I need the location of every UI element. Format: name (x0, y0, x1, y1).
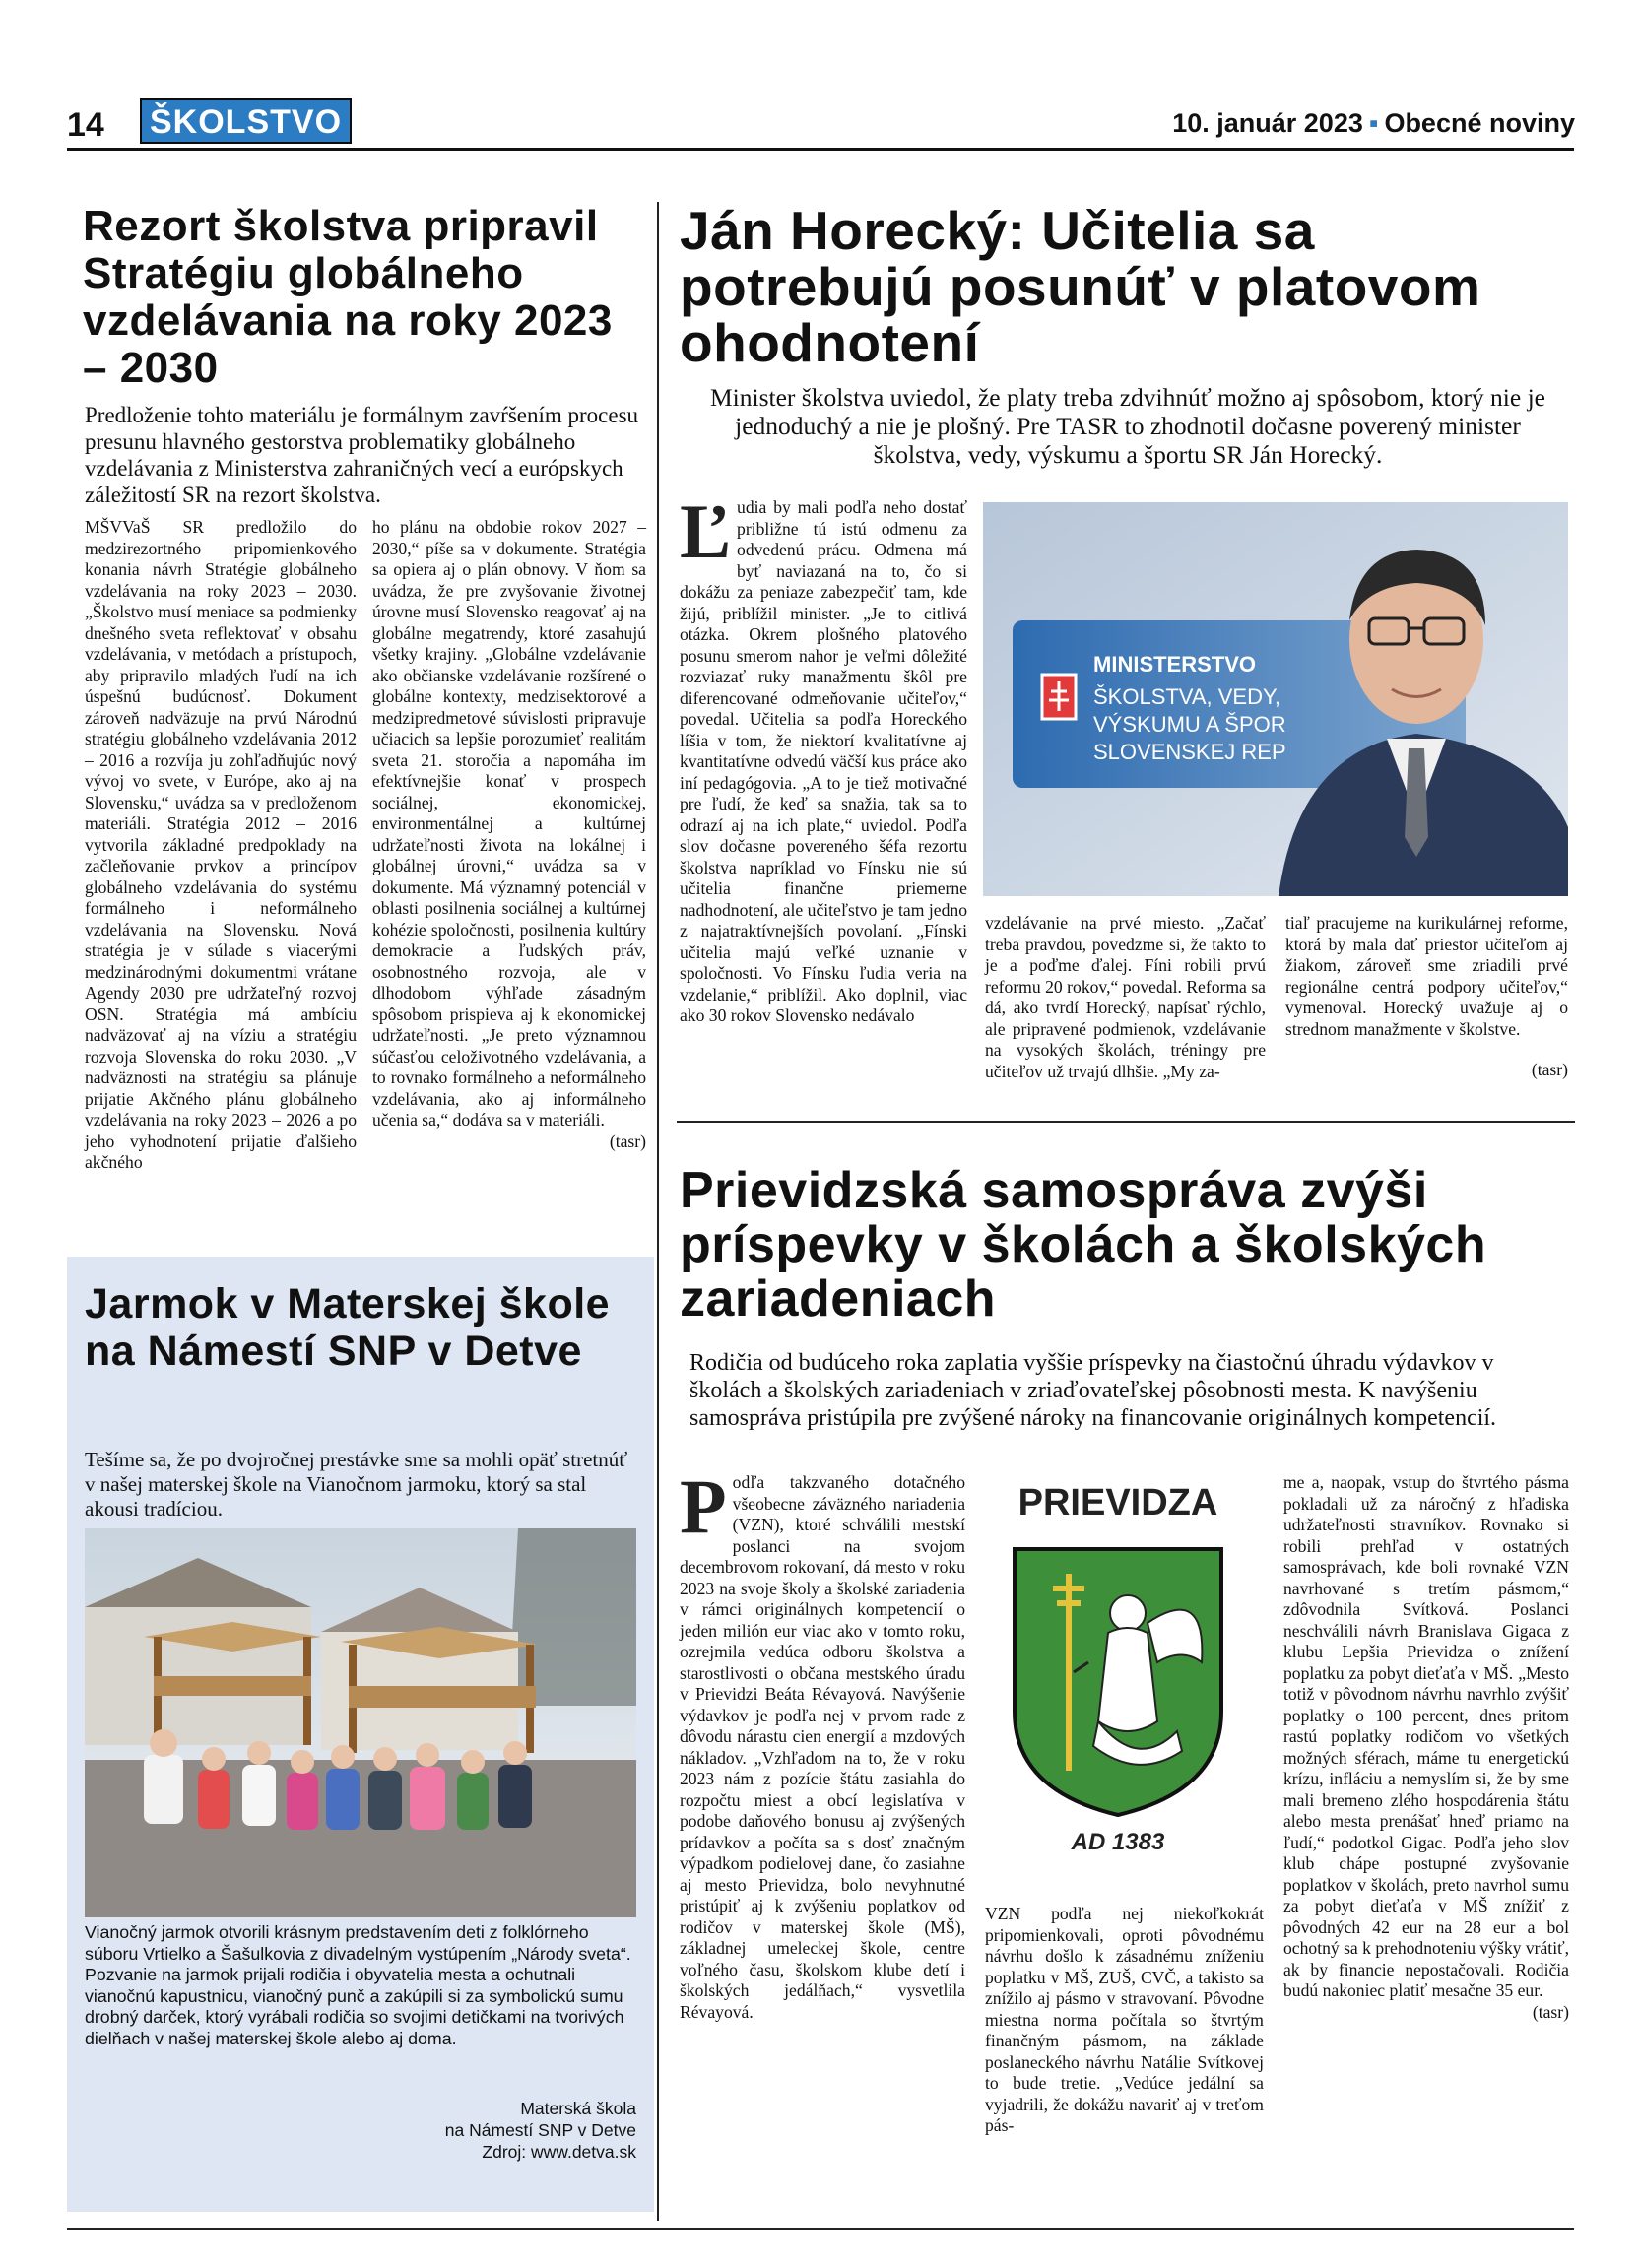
column-divider (657, 202, 659, 2221)
prievidza-title: Prievidzská samospráva zvýši príspevky v školách a školských zariadeniach (680, 1162, 1487, 1328)
prievidza-column-1 (680, 1463, 965, 2023)
prievidza-column-2 (985, 1904, 1264, 2137)
horecky-dropcap: Ľ (680, 488, 732, 574)
horecky-column-2 (985, 913, 1266, 1082)
strategy-credit: (tasr) (609, 1131, 646, 1151)
horecky-photo-image (983, 502, 1568, 896)
header-rule (67, 148, 1574, 151)
horecky-credit: (tasr) (1531, 1060, 1568, 1079)
prievidza-text-3: me a, naopak, vstup do štvrtého pásma pokladali už za náročný z hľadiska udržateľnosti stravníkov. Rovnako si robili prehľad v ostatných samosprávach, kde boli rovnaké VZN navrhované s tretím pásmom,“ zdôvodnila Svítková. Poslanci neschválili návrh Branislava Gigaca z klubu Lepšia Prievidza o znížení poplatku za pobyt dieťaťa v MŠ. „Mesto totiž v pôvodnom návrhu navrhlo zvýšiť poplatky o 100 percent, dnes pritom rastú poplatky rodičom vo všetkých možných sférach, máme tu energetickú krízu, infláciu a nemyslím si, že by sme mali bremeno zlého hospodárenia štátu alebo mesta prenášať hneď priamo na ľudí,“ podotkol Gigac. Podľa jeho slov klub chápe postupné zvyšovanie poplatkov v školách, preto navrhol sumu za pobyt dieťaťa v MŠ znížiť z pôvodných 42 eur na 28 eur a bol ochotný sa k prehodnoteniu výšky vrátiť, ak by financie nepostačovali. Rodičia budú nakoniec platiť mesačne 35 eur. (1283, 1472, 1569, 2000)
coat-title: PRIEVIDZA (1017, 1482, 1218, 1523)
strategy-text-1: MŠVVaŠ SR predložilo do medzirezortného pripomienkového konania návrh Stratégie globálneho vzdelávania na roky 2023 – 2030. „Školstvo musí meniace sa podmienky dnešného sveta reflektovať v obsahu vzdelávania, v metódach a prístupoch, aby pripravilo mladých ľudí na ich úspešnú budúcnosť. Dokument zároveň nadväzuje na prvú Národnú stratégiu globálneho vzdelávania 2012 – 2016 a rozvíja ju zohľadňujúc nový vývoj vo svete, v Európe, ako aj na Slovensku,“ uvádza sa v predloženom materiáli. Stratégia 2012 – 2016 vytvorila základné predpoklady na začleňovanie prvkov a princípov globálneho vzdelávania do systému formálneho i neformálneho vzdelávania na Slovensku. Nová stratégia je v súlade s viacerými medzinárodnými dokumentmi vrátane Agendy 2030 pre udržateľný rozvoj OSN. Stratégia má ambíciu nadväzovať aj na víziu a stratégiu rozvoja Slovenska do roku 2030. „V nadväznosti na stratégiu sa plánuje prijatie Akčného plánu globálneho vzdelávania na roky 2023 – 2026 a po jeho vyhodnotení prijatie ďalšieho akčného (85, 517, 357, 1172)
article-divider (677, 1121, 1575, 1123)
jarmok-photo (85, 1528, 636, 1917)
coat-year: AD 1383 (1071, 1829, 1165, 1855)
prievidza-coat-of-arms (990, 1475, 1246, 1859)
coat-of-arms-image (990, 1475, 1246, 1859)
strategy-lead: Predloženie tohto materiálu je formálnym zavŕšením procesu presunu hlavného gestorstva problematiky globálneho vzdelávania z Ministerstva zahraničných vecí a európskych záležitostí SR na rezort školstva. (85, 403, 639, 507)
sign-line-2: ŠKOLSTVA, VEDY, (1093, 684, 1280, 709)
publication-name: Obecné noviny (1384, 108, 1575, 138)
prievidza-credit: (tasr) (1532, 2001, 1569, 2022)
strategy-title: Rezort školstva pripravil Stratégiu globálneho vzdelávania na roky 2023 – 2030 (83, 202, 613, 392)
horecky-text-3: tiaľ pracujeme na kurikulárnej reforme, ktorá by mala dať priestor učiteľom aj žiakom, zároveň sme zriadili prvé regionálne centrá podpory učiteľov,“ vymenoval. Horecký uvažuje aj o strednom manažmente v školstve. (1285, 913, 1568, 1039)
horecky-column-1 (680, 488, 967, 1027)
horecky-text-1: udia by mali podľa neho dostať približne tú istú odmenu za odvedenú prácu. Odmena má byť naviazaná na to, čo si dokážu za peniaze zabezpečiť tam, kde žijú, priblížil minister. „Je to citlivá otázka. Okrem plošného platového posunu smerom nahor je veľmi dôležité rozviazať ruky manažmentu škôl pre diferencované odmeňovanie učiteľov,“ povedal. Učitelia sa podľa Horeckého líšia v tom, že niektorí kvalitatívne aj kvantitatívne odvedú väčší kus práce ako iní pedagógovia. „A to je tiež motivačné pre ľudí, že keď sa snažia, tak sa to odrazí aj na ich plate,“ uviedol. Podľa slov dočasne povereného šéfa rezortu školstva napríklad vo Fínsku nie sú učitelia finančne priemerne nadhodnotení, ale učiteľstvo je tam jedno z najatraktívnejších povolaní. „Fínski učitelia majú veľké uznanie v spoločnosti. Vo Fínsku ľudia veria na vzdelanie,“ priblížil. Ako doplnil, viac ako 30 rokov Slovensko nedávalo (680, 497, 967, 1025)
sign-line-1: MINISTERSTVO (1093, 652, 1257, 677)
prievidza-text-2: VZN podľa nej niekoľkokrát pripomienkovali, oproti pôvodnému návrhu došlo k zásadnému zníženiu poplatku v MŠ, ZUŠ, CVČ, a takisto sa znížilo aj pásmo v stravovaní. Pôvodne miestna norma počítala so štvrtým finančným pásmom, na základe poslaneckého návrhu Natálie Svítkovej to bude tretie. „Vedúce jedální sa vyjadrili, že dokážu navariť aj v treťom pás- (985, 1904, 1264, 2135)
strategy-column-1 (85, 517, 357, 1174)
sign-line-3: VÝSKUMU A ŠPOR (1093, 712, 1286, 737)
horecky-column-3 (1285, 913, 1568, 1081)
jarmok-credit-line-3: Zdroj: www.detva.sk (482, 2142, 636, 2162)
strategy-column-2 (372, 517, 646, 1152)
section-tag: ŠKOLSTVO (140, 98, 352, 144)
jarmok-credit-line-2: na Námestí SNP v Detve (444, 2120, 636, 2140)
footer-rule (67, 2228, 1574, 2230)
jarmok-title: Jarmok v Materskej škole na Námestí SNP v Detve (85, 1280, 611, 1375)
sign-line-4: SLOVENSKEJ REP (1093, 740, 1286, 764)
issue-date: 10. január 2023 (1172, 108, 1363, 138)
strategy-text-2: ho plánu na obdobie rokov 2027 – 2030,“ píše sa v dokumente. Stratégia sa opiera aj o plán obnovy. V ňom sa uvádza, že pre zvyšovanie životnej úrovne musí Slovensko reagovať aj na globálne megatrendy, ktoré zasahujú všetky krajiny. „Globálne vzdelávanie ako občianske vzdelávanie rozšírené o globálne kontexty, medzisektorové a medzipredmetové súvislosti pripravuje učiacich sa lepšie porozumieť realitám sveta 21. storočia a napomáha im efektívnejšie konať v prospech sociálnej, ekonomickej, environmentálnej a kultúrnej udržateľnosti života na lokálnej i globálnej úrovni,“ uvádza sa v dokumente. Má významný potenciál v oblasti posilnenia sociálnej a kultúrnej kohézie spoločnosti, posilnenia kultúry demokracie a ľudských práv, osobnostného rozvoja, ale v dlhodobom výhľade zásadným spôsobom prispieva aj k ekonomickej udržateľnosti. „Je preto významnou súčasťou celoživotného vzdelávania, a to rovnako formálneho a neformálneho vzdelávania, ako aj informálneho učenia sa,“ dodáva sa v materiáli. (372, 517, 646, 1130)
jarmok-caption: Vianočný jarmok otvorili krásnym predstavením deti z folklórneho súboru Vrtielko a Šašulkovia z divadelným vystúpením „Národy sveta“. Pozvanie na jarmok prijali rodičia i obyvatelia mesta a ochutnali vianočnú kapustnicu, vianočný punč a zakúpili si za symbolickú sumu drobný darček, ktorý vyrábali rodičia so svojimi detičkami na tvorivých dielňach v našej materskej škole alebo aj doma. (85, 1922, 631, 2048)
jarmok-credit (85, 2098, 636, 2163)
horecky-text-2: vzdelávanie na prvé miesto. „Začať treba pravdou, povedzme si, že takto to je a poďme ďalej. Fíni robili prvú reformu 20 rokov,“ povedal. Reforma sa dá, ako tvrdí Horecký, napísať rýchlo, ale pripravené podmienok, vzdelávanie na vysokých školách, tréningy pre učiteľov už trvajú dlhšie. „My za- (985, 913, 1266, 1081)
page-number: 14 (67, 106, 104, 144)
prievidza-text-1: odľa takzvaného dotačného všeobecne záväzného nariadenia (VZN), ktoré schválili mestskí poslanci na svojom decembrovom rokovaní, dá mesto v roku 2023 na svoje školy a školské zariadenia v rámci originálnych kompetencií o jeden milión eur viac ako v tomto roku, ozrejmila vedúca odboru školstva a starostlivosti o občana mestského úradu v Prievidzi Beáta Révayová. Navýšenie výdavkov je podľa nej v prvom rade z dôvodu nárastu cien energií a mzdových nákladov. „Vzhľadom na to, že v roku 2023 nám z pozície štátu zasiahla do rozpočtu miest a obcí legislatíva v podobe daňového bonusu aj zvýšených prídavkov a počíta sa s dosť značným výpadkom podielovej dane, čo zasiahne aj mesto Prievidza, bolo nevyhnutné pristúpiť aj k zvýšeniu poplatkov od rodičov v materskej škole (MŠ), základnej umeleckej škole, centre voľného času, školskom klube detí i školských jedálňach,“ vysvetlila Révayová. (680, 1472, 965, 2022)
jarmok-photo-image (85, 1528, 636, 1917)
prievidza-column-3 (1283, 1472, 1569, 2023)
header-issue (1172, 108, 1575, 139)
horecky-lead: Minister školstva uviedol, že platy treba zdvihnúť možno aj spôsobom, ktorý nie je jednoduchý a nie je plošný. Pre TASR to zhodnotil dočasne poverený minister školstva, vedy, výskumu a športu SR Ján Horecký. (710, 383, 1545, 469)
jarmok-credit-line-1: Materská škola (520, 2099, 636, 2118)
horecky-photo (983, 502, 1568, 896)
prievidza-lead: Rodičia od budúceho roka zaplatia vyššie príspevky na čiastočnú úhradu výdavkov v školách a školských zariadeniach v zriaďovateľskej pôsobnosti mesta. K navýšeniu samospráva pristúpila pre zvýšené nároky na financovanie originálnych kompetencií. (689, 1350, 1497, 1431)
prievidza-dropcap: P (680, 1463, 727, 1549)
horecky-title: Ján Horecký: Učitelia sa potrebujú posunúť v platovom ohodnotení (680, 200, 1481, 373)
jarmok-lead: Tešíme sa, že po dvojročnej prestávke sme sa mohli opäť stretnúť v našej materskej škole na Vianočnom jarmoku, ktorý sa stal akousi tradíciou. (85, 1448, 628, 1521)
separator-dot: ▪ (1368, 108, 1379, 138)
